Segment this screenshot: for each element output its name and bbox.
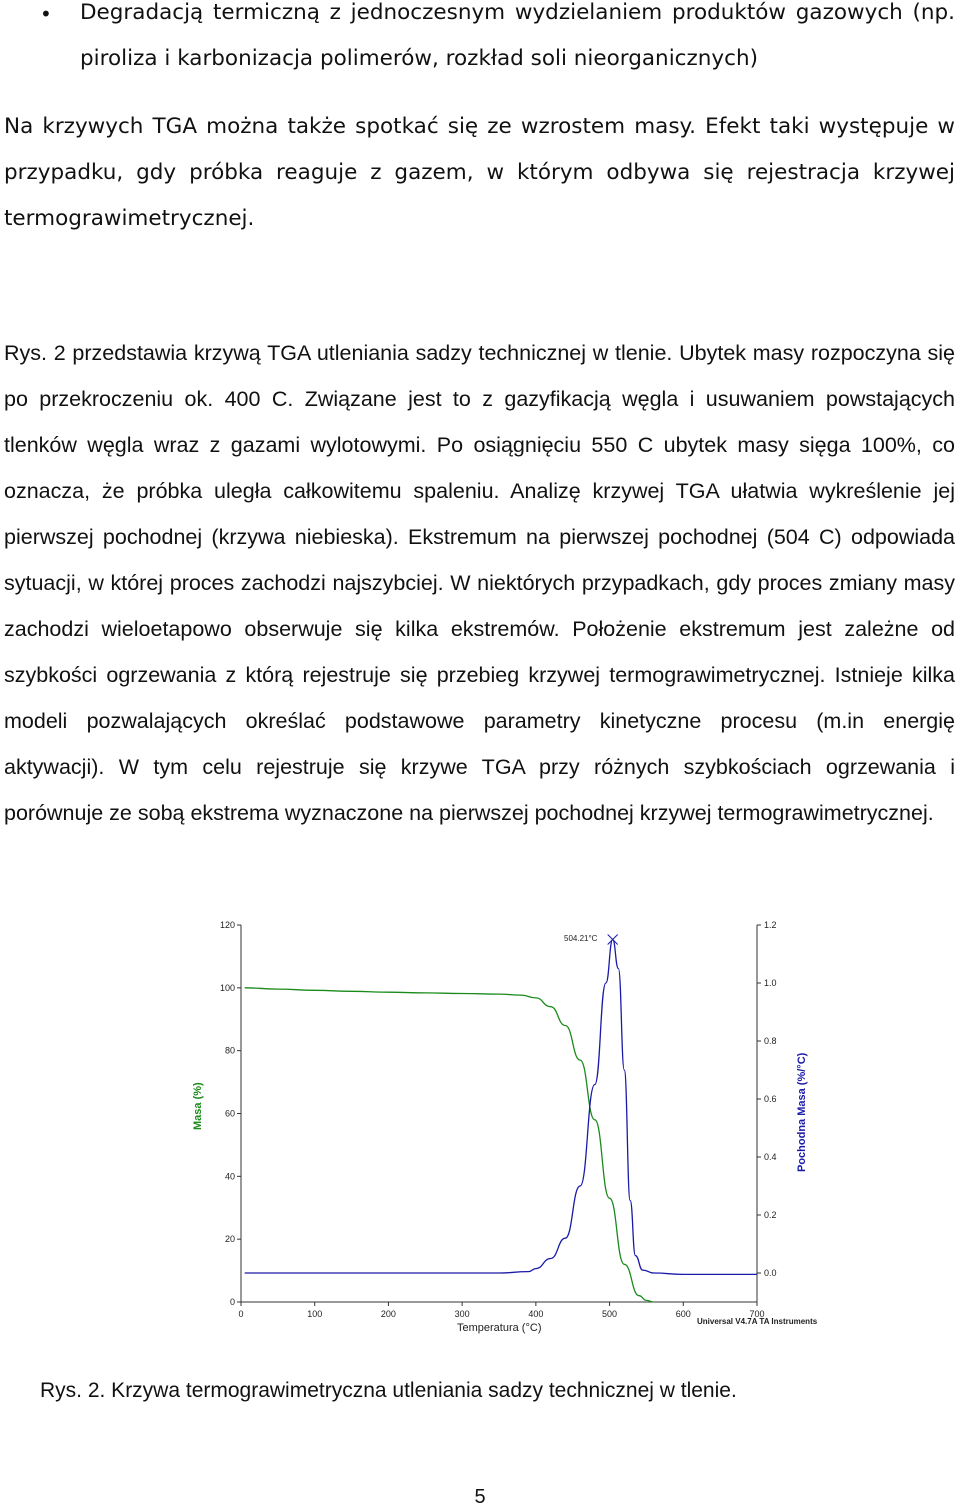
- y-axis-left-label: Masa (%): [192, 1082, 204, 1130]
- y-right-tick-label: 0.2: [764, 1210, 777, 1220]
- instrument-footer: Universal V4.7A TA Instruments: [697, 1317, 818, 1326]
- plot-frame: [241, 925, 757, 1302]
- y-right-tick-label: 0.8: [764, 1036, 777, 1046]
- y-left-tick-label: 100: [219, 982, 235, 993]
- x-tick-label: 300: [454, 1309, 470, 1319]
- chart-curves: [245, 935, 757, 1303]
- x-tick-label: 200: [380, 1309, 396, 1319]
- y-left-tick-label: 40: [224, 1171, 235, 1182]
- x-tick-label: 0: [238, 1309, 244, 1319]
- x-tick-label: 100: [307, 1309, 323, 1319]
- peak-annotation: 504.21°C: [564, 934, 598, 943]
- y-right-tick-label: 0.0: [764, 1268, 777, 1278]
- x-tick-label: 400: [528, 1309, 544, 1319]
- paragraph-mass-gain: Na krzywych TGA można także spotkać się ze wzrostem masy. Efekt taki występuje w przypadku, gdy próbka reaguje z gazem, w którym odbywa się rejestracja krzywej termograwimetrycznej.: [4, 114, 955, 231]
- page-number: 5: [474, 1486, 486, 1508]
- y-left-tick-label: 20: [224, 1234, 235, 1245]
- x-axis-label: Temperatura (°C): [457, 1322, 542, 1334]
- x-tick-label: 600: [675, 1309, 691, 1319]
- y-axis-right-label: Pochodna Masa (%/°C): [796, 1052, 808, 1172]
- y-right-tick-label: 1.0: [764, 978, 777, 988]
- y-left-tick-label: 120: [219, 920, 235, 930]
- mass-curve: [245, 988, 654, 1302]
- y-left-tick-label: 60: [224, 1108, 235, 1119]
- figure-caption: Rys. 2. Krzywa termograwimetryczna utleniania sadzy technicznej w tlenie.: [40, 1379, 737, 1402]
- paragraph-figure-description: Rys. 2 przedstawia krzywą TGA utleniania sadzy technicznej w tlenie. Ubytek masy rozpoczyna się po przekroczeniu ok. 400 C. Związane jest to z gazyfikacją węgla i usuwaniem powstających tlenków węgla wraz z gazami wylotowymi. Po osiągnięciu 550 C ubytek masy sięga 100%, co oznacza, że próbka uległa całkowitemu spaleniu. Analizę krzywej TGA ułatwia wykreślenie jej pierwszej pochodnej (krzywa niebieska). Ekstremum na pierwszej pochodnej (504 C) odpowiada sytuacji, w której proces zachodzi najszybciej. W niektórych przypadkach, gdy proces zmiany masy zachodzi wieloetapowo obserwuje się kilka ekstremów. Położenie ekstremum jest zależne od szybkości ogrzewania z którą rejestruje się przebieg krzywej termograwimetrycznej. Istnieje kilka modeli pozwalających określać podstawowe parametry kinetyczne procesu (m.in energię aktywacji). W tym celu rejestruje się krzywe TGA przy różnych szybkościach ogrzewania i porównuje ze sobą ekstrema wyznaczone na pierwszej pochodnej krzywej termograwimetrycznej.: [4, 341, 955, 825]
- y-left-tick-label: 0: [229, 1297, 235, 1307]
- x-tick-label: 700: [749, 1309, 765, 1319]
- x-tick-label: 500: [602, 1309, 618, 1319]
- y-right-tick-label: 1.2: [764, 920, 777, 930]
- bullet-item-text: Degradacją termiczną z jednoczesnym wydzielaniem produktów gazowych (np. piroliza i karbonizacja polimerów, rozkład soli nieorganicznych): [80, 0, 955, 71]
- y-right-tick-label: 0.4: [764, 1152, 777, 1162]
- bullet-marker: •: [40, 2, 52, 26]
- tga-chart: [180, 910, 830, 1340]
- axis-ticks: [220, 920, 777, 1319]
- y-left-tick-label: 80: [224, 1045, 235, 1056]
- y-right-tick-label: 0.6: [764, 1094, 777, 1104]
